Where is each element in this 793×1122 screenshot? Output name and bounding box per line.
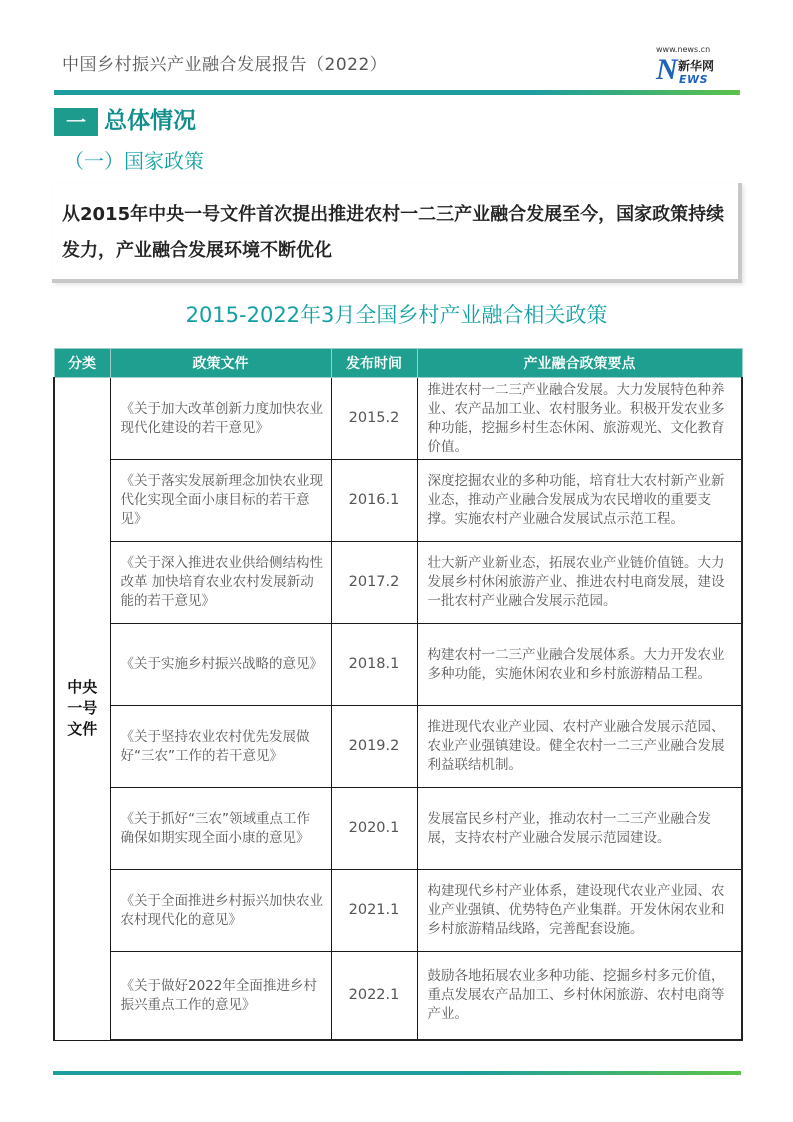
release-date-cell: 2020.1 (331, 788, 417, 870)
policy-doc-cell: 《关于实施乡村振兴战略的意见》 (110, 624, 331, 706)
xinhua-news-logo (654, 45, 734, 89)
release-date-cell: 2017.2 (331, 542, 417, 624)
section-number-badge: 一 (54, 108, 98, 136)
table-row (54, 378, 742, 460)
release-date-cell: 2018.1 (331, 624, 417, 706)
report-header-title: 中国乡村振兴产业融合发展报告（2022） (62, 55, 388, 75)
logo-n-letter: N (656, 53, 678, 86)
policy-doc-cell: 《关于做好2022年全面推进乡村振兴重点工作的意见》 (110, 952, 331, 1041)
key-points-cell: 鼓励各地拓展农业多种功能、挖掘乡村多元价值，重点发展农产品加工、乡村休闲旅游、农村电商等产业。 (417, 952, 742, 1041)
policy-doc-cell: 《关于坚持农业农村优先发展做好“三农”工作的若干意见》 (110, 706, 331, 788)
table-header-row (54, 349, 742, 378)
table-title: 2015-2022年3月全国乡村产业融合相关政策 (185, 303, 608, 327)
policy-doc-cell: 《关于落实发展新理念加快农业现代化实现全面小康目标的若干意见》 (110, 460, 331, 542)
release-date-cell: 2016.1 (331, 460, 417, 542)
release-date-cell: 2022.1 (331, 952, 417, 1041)
policy-doc-cell: 《关于抓好“三农”领域重点工作 确保如期实现全面小康的意见》 (110, 788, 331, 870)
subsection-title: （一）国家政策 (64, 149, 204, 173)
logo-ews-text: EWS (679, 73, 709, 86)
table-row (54, 788, 742, 870)
key-points-cell: 壮大新产业新业态，拓展农业产业链价值链。大力发展乡村休闲旅游产业、推进农村电商发展，建设一批农村产业融合发展示范园。 (417, 542, 742, 624)
category-line-1: 中央 (67, 678, 98, 697)
logo-cn-text: 新华网 (678, 59, 715, 73)
header-divider (54, 90, 740, 95)
table-row (54, 624, 742, 706)
policy-doc-cell: 《关于加大改革创新力度加快农业现代化建设的若干意见》 (110, 378, 331, 460)
header-release-date: 发布时间 (331, 349, 417, 378)
key-points-cell: 构建农村一二三产业融合发展体系。大力开发农业多种功能，实施休闲农业和乡村旅游精品工程。 (417, 624, 742, 706)
table-row (54, 952, 742, 1041)
key-finding-callout (52, 183, 742, 283)
table-row (54, 870, 742, 952)
header-policy-doc: 政策文件 (110, 349, 331, 378)
policy-doc-cell: 《关于深入推进农业供给侧结构性改革 加快培育农业农村发展新动能的若干意见》 (110, 542, 331, 624)
release-date-cell: 2015.2 (331, 378, 417, 460)
table-row (54, 460, 742, 542)
key-points-cell: 推进现代农业产业园、农村产业融合发展示范园、农业产业强镇建设。健全农村一二三产业融合发展利益联结机制。 (417, 706, 742, 788)
logo-url-text: www.news.cn (656, 45, 711, 54)
release-date-cell: 2021.1 (331, 870, 417, 952)
key-points-cell: 深度挖掘农业的多种功能，培育壮大农村新产业新业态，推动产业融合发展成为农民增收的重要支撑。实施农村产业融合发展试点示范工程。 (417, 460, 742, 542)
category-cell (54, 378, 110, 1041)
table-row (54, 542, 742, 624)
section-title: 总体情况 (104, 108, 196, 134)
key-points-cell: 发展富民乡村产业，推动农村一二三产业融合发展，支持农村产业融合发展示范园建设。 (417, 788, 742, 870)
callout-text: 从2015年中央一号文件首次提出推进农村一二三产业融合发展至今，国家政策持续发力，产业融合发展环境不断优化 (62, 204, 725, 261)
key-points-cell: 构建现代乡村产业体系，建设现代农业产业园、农业产业强镇、优势特色产业集群。开发休闲农业和乡村旅游精品线路，完善配套设施。 (417, 870, 742, 952)
category-line-2: 一号 (67, 699, 98, 718)
release-date-cell: 2019.2 (331, 706, 417, 788)
header-category: 分类 (54, 349, 110, 378)
category-line-3: 文件 (67, 720, 98, 739)
key-points-cell: 推进农村一二三产业融合发展。大力发展特色种养业、农产品加工业、农村服务业。积极开发农业多种功能，挖掘乡村生态休闲、旅游观光、文化教育价值。 (417, 378, 742, 460)
policy-doc-cell: 《关于全面推进乡村振兴加快农业农村现代化的意见》 (110, 870, 331, 952)
header-key-points: 产业融合政策要点 (417, 349, 742, 378)
table-row (54, 706, 742, 788)
policy-table (53, 348, 743, 1041)
table-bottom-accent (53, 1071, 741, 1075)
